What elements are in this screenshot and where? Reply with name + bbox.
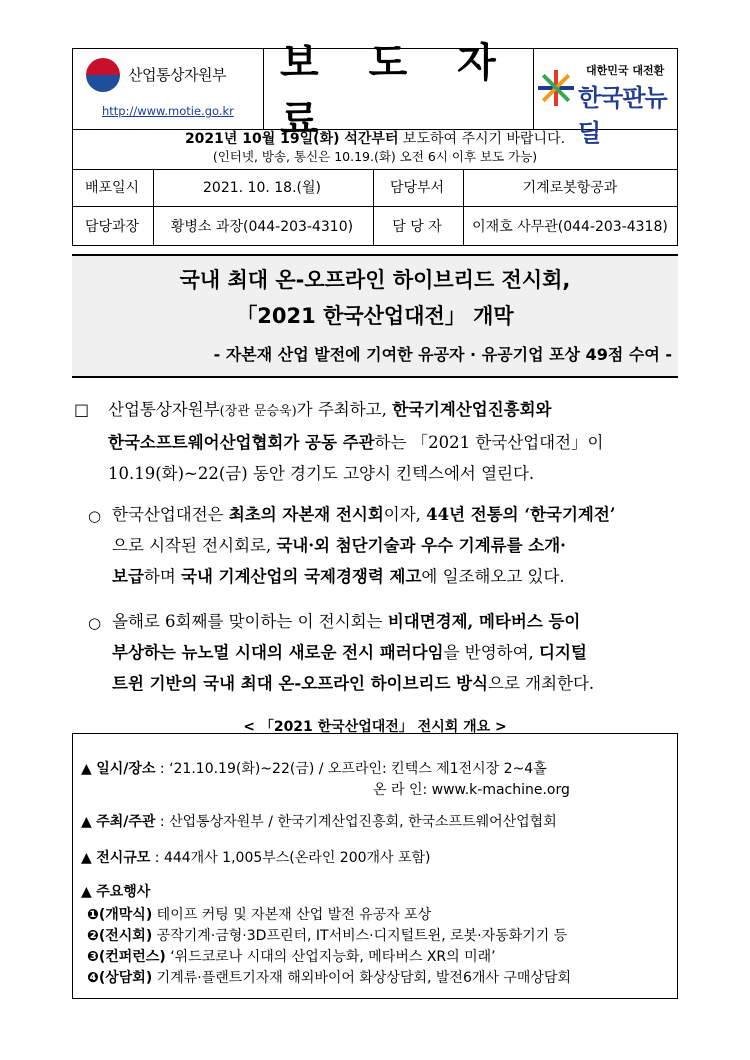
subheadline: - 자본재 산업 발전에 기여한 유공자 · 유공기업 포상 49점 수여 - — [213, 345, 672, 364]
p1-text: 10.19(화)~22(금) 동안 경기도 고양시 킨텍스에서 열린다. — [108, 464, 535, 483]
p1-text: 하는 「2021 한국산업대전」이 — [374, 433, 604, 452]
contact-value: 이재호 사무관(044-203-4318) — [472, 219, 668, 235]
newdeal-logo — [532, 48, 678, 147]
p1-minister: (장관 문승욱) — [219, 404, 297, 419]
p2-highlight: 국내 기계산업의 국제경쟁력 제고 — [181, 567, 422, 586]
date-value: : ‘21.10.19(화)~22(금) / 오프라인: 킨텍스 제1전시장 2~4홀 — [155, 761, 547, 777]
director-value: 황병소 과장(044-203-4310) — [170, 219, 354, 235]
p3-highlight: 트윈 기반의 국내 최대 온-오프라인 하이브리드 방식 — [112, 674, 489, 693]
embargo-date: 2021년 10월 19일(화) 석간부터 — [184, 131, 399, 147]
p1-text: 산업통상자원부 — [108, 400, 220, 419]
host-value: : 산업통상자원부 / 한국기계산업진흥회, 한국소프트웨어산업협회 — [155, 814, 557, 830]
event-item — [87, 925, 567, 945]
director-label: 담당과장 — [84, 219, 140, 235]
p3-text: 올해로 6회째를 맞이하는 이 전시회는 — [112, 612, 388, 631]
overview-online: 온 라 인: www.k-machine.org — [373, 782, 570, 798]
circle-bullet-icon: ○ — [88, 507, 102, 525]
event-item — [87, 946, 496, 966]
scale-label: 전시규모 — [96, 850, 151, 866]
p3-highlight: 비대면경제, 메타버스 등이 — [387, 612, 581, 631]
newdeal-mark-icon — [538, 70, 574, 106]
triangle-icon: ▲ — [81, 761, 92, 777]
overview-box — [72, 733, 678, 999]
paragraph-1 — [108, 394, 678, 489]
p2-highlight: 보급 — [112, 567, 144, 586]
overview-host — [81, 811, 557, 831]
page-title: 보 도 자 료 — [280, 40, 514, 143]
p2-highlight: 최초의 자본재 전시회 — [228, 505, 384, 524]
event-desc: ‘위드코로나 시대의 산업지능화, 메타버스 XR의 미래’ — [165, 949, 496, 965]
event-number: ❷ — [87, 928, 99, 944]
p2-text: 이자, — [383, 505, 427, 524]
event-number: ❶ — [87, 907, 99, 923]
p2-text: 에 일조해오고 있다. — [421, 567, 565, 586]
headline-box — [72, 254, 678, 378]
paragraph-2 — [112, 499, 678, 592]
event-number: ❹ — [87, 970, 99, 986]
events-label: 주요행사 — [96, 884, 151, 900]
embargo-line — [72, 128, 678, 148]
ministry-url[interactable]: http://www.motie.go.kr — [102, 104, 234, 118]
circle-bullet-icon: ○ — [88, 614, 102, 632]
event-desc: 공작기계·금형·3D프린터, IT서비스·디지털트윈, 로봇·자동화기기 등 — [152, 928, 568, 944]
event-desc: 기계류·플랜트기자재 해외바이어 화상상담회, 발전6개사 구매상담회 — [152, 970, 571, 986]
event-name: (컨퍼런스) — [98, 949, 166, 965]
ministry-logo — [72, 48, 262, 128]
event-desc: 테이프 커팅 및 자본재 산업 발전 유공자 포상 — [152, 907, 432, 923]
ministry-name: 산업통상자원부 — [128, 66, 226, 84]
host-label: 주최/주관 — [96, 814, 156, 830]
p2-text: 하며 — [143, 567, 182, 586]
headline-line2: 「2021 한국산업대전」 개막 — [236, 304, 514, 328]
overview-scale — [81, 847, 431, 867]
release-date-label: 배포일시 — [84, 179, 140, 196]
contact-label: 담 당 자 — [392, 219, 442, 235]
department-value: 기계로봇항공과 — [522, 179, 618, 196]
triangle-icon: ▲ — [81, 884, 92, 900]
event-name: (상담회) — [98, 970, 153, 986]
p3-highlight: 부상하는 뉴노멀 시대의 새로운 전시 패러다임 — [112, 643, 444, 662]
scale-value: : 444개사 1,005부스(온라인 200개사 포함) — [150, 850, 431, 866]
p1-text: 가 주최하고, — [296, 400, 393, 419]
p3-highlight: 디지털 — [539, 643, 587, 662]
event-name: (개막식) — [98, 907, 153, 923]
p2-text: 한국산업대전은 — [112, 505, 229, 524]
event-item — [87, 904, 431, 924]
department-label: 담당부서 — [389, 179, 445, 196]
p2-highlight: 44년 전통의 ‘한국기계전’ — [426, 505, 616, 524]
paragraph-3 — [112, 606, 678, 699]
date-label: 일시/장소 — [96, 761, 156, 777]
p3-text: 으로 개최한다. — [488, 674, 595, 693]
triangle-icon: ▲ — [81, 850, 92, 866]
event-name: (전시회) — [98, 928, 153, 944]
overview-date — [81, 758, 547, 778]
newdeal-tagline: 대한민국 대전환 — [586, 64, 665, 77]
embargo-text: 보도하여 주시기 바랍니다. — [398, 131, 566, 147]
event-number: ❸ — [87, 949, 99, 965]
overview-events — [81, 881, 150, 901]
p3-text: 을 반영하여, — [443, 643, 540, 662]
newdeal-title: 한국판뉴딜 — [578, 84, 667, 147]
embargo-note: (인터넷, 방송, 통신은 10.19.(화) 오전 6시 이후 보도 가능) — [212, 149, 538, 164]
event-item — [87, 967, 571, 987]
square-bullet-icon: □ — [74, 400, 90, 419]
release-date-value: 2021. 10. 18.(월) — [203, 179, 321, 196]
p2-highlight: 국내·외 첨단기술과 우수 기계류를 소개· — [276, 536, 566, 555]
p1-highlight: 한국소프트웨어산업협회가 공동 주관 — [108, 433, 375, 452]
triangle-icon: ▲ — [81, 814, 92, 830]
overview-title: < 「2021 한국산업대전」 전시회 개요 > — [243, 719, 507, 735]
headline-line1: 국내 최대 온-오프라인 하이브리드 전시회, — [179, 268, 571, 292]
p1-highlight: 한국기계산업진흥회와 — [392, 400, 552, 419]
taeguk-icon — [86, 58, 120, 92]
p2-text: 으로 시작된 전시회로, — [112, 536, 277, 555]
